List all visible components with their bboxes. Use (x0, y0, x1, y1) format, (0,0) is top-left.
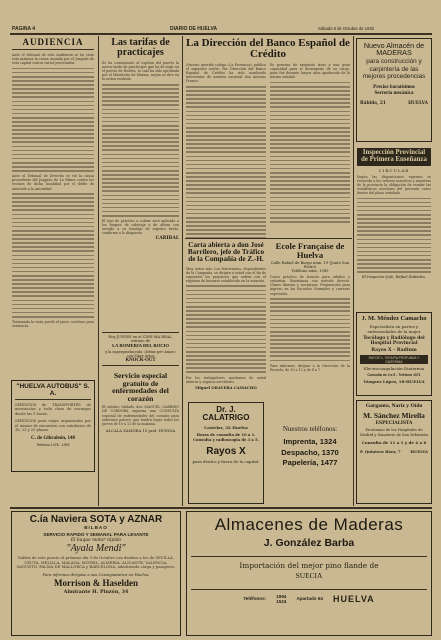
column-rule (353, 36, 354, 506)
mendez-ad (356, 312, 432, 396)
inspeccion-signature: El Inspector-Jefe, Rafael Rubiales. (361, 275, 427, 280)
banco-article (186, 38, 350, 242)
header-rule (10, 33, 432, 35)
sota-address: Almirante H. Pinzón, 34 (63, 588, 129, 595)
ecole-article (270, 242, 350, 372)
text-filler (270, 82, 350, 223)
gbarba-line-3: Importación del mejor pino flande de (191, 556, 427, 570)
sota-ship-name: "Ayala Mendi" (66, 543, 126, 554)
audiencia-title: AUDIENCIA (12, 38, 94, 50)
calatrigo-ad (188, 402, 264, 504)
mendez-title: J. M. Méndez Camacho (361, 315, 427, 322)
garganta-ad (356, 400, 432, 504)
tarifas-signature: CARIBAL (155, 236, 179, 242)
almacen-line-2: para construcción y carpintería de las mejores procedencias (362, 58, 426, 81)
gonzalez-barba-ad (186, 511, 432, 636)
page-number: PAGINA 4 (12, 26, 36, 32)
garganta-line-3: Consulta de 11 a 1 y de 4 a 6 (361, 440, 427, 446)
sota-body: Saldrá de este puerto el próximo día 9 de Octubre con destino a los de SEVILLA, CEUTA, MELILLA, MALAGA, MOTRIL, ALMERIA, ALICANTE, VALENCIA, SAGUNTO, PALMA DE MALLORCA y BARCELONA, admitiendo carga y pasajeros. (16, 555, 176, 570)
cinema-line-1: Hoy JUEVES en el CINE-MA REAL, estreno de (108, 335, 173, 343)
audiencia-body: Ante el Tribunal de Derecho se vió la causa procedente del Juzgado de La Palma contra los vecinos de dicha localidad por el delito de atentado a la Autoridad. (12, 174, 94, 191)
gbarba-line-4: SUECIA (295, 570, 323, 580)
calatrigo-hours: Horas de consulta de 10 a 1. Consulta y radioscopia de 3 a 5. (193, 433, 259, 442)
text-filler (357, 198, 431, 273)
gbarba-tel-1: 1994 (276, 593, 287, 599)
column-rule (182, 36, 183, 506)
mendez-line-6: Consulta de 2 a 5 - Teléfono 1071 (367, 373, 421, 378)
sota-title: C.ía Naviera SOTA y AZNAR (29, 514, 163, 525)
ecole-title: Ecole Française de Huelva (275, 241, 345, 260)
almacen-line-1: Nuevo Almacén de MADERAS (363, 41, 425, 58)
mendez-line-4: RAYOS X, TERAPIA PROFUNDA Y DIATERMIA (360, 355, 428, 364)
mendez-line-3: Rayos X - Radium (371, 348, 417, 354)
gbarba-apartado: Apartado 64 (296, 596, 323, 602)
newspaper-name: DIARIO DE HUELVA (170, 26, 218, 32)
audiencia-article (12, 38, 94, 328)
mendez-line-1: Especialista en partos y enfermedades de la mujer (367, 324, 421, 335)
audiencia-lead: Ante el tribunal de esta Audiencia se ha visto esta mañana la causa seguida por el Juzgado de esta capital contra varios procesados. (12, 53, 94, 66)
carta-title: Carta abierta a don José Barrilero, jefe de Tráfico de la Compañía de Z.-H. (187, 241, 265, 264)
carta-signature: Miguel GRAVERA CAMACHO (195, 384, 257, 390)
calatrigo-extra: para dentro y fuera de la capital. (192, 458, 260, 464)
servicio-article (102, 372, 179, 433)
tarifas-body-2: El tipo de práctico a cobrar será aplicado a los buques de cabotaje y de altura con arreglo a su tonelaje de registro bruto, conforme a lo dispuesto. (102, 219, 179, 236)
column-rule (98, 36, 99, 506)
audiencia-closing: Terminada la vista quedó el juicio concluso para sentencia. (12, 320, 94, 329)
tarifas-article (102, 38, 179, 241)
almacen-ad (356, 38, 432, 142)
sota-city: BILBAO (84, 525, 108, 530)
cinema-line-2: LA ROMERIA DEL ROCIO (112, 343, 169, 348)
servicio-title: Servicio especial gratuito de enfermedades del corazón (112, 371, 169, 403)
gbarba-tel-label: Teléfonos: (243, 596, 267, 602)
garganta-title: Garganta, Nariz y Oído (365, 403, 423, 409)
gbarba-city: HUELVA (333, 593, 375, 604)
text-filler (186, 86, 266, 239)
ecole-address: Calle Rafael de Burgo núm. 19 (Junto San Pedro) (270, 261, 350, 270)
sota-agent: Morrison & Haselden (54, 577, 138, 588)
garganta-line-1: ESPECIALISTA (375, 421, 413, 426)
garganta-line-2: Ex-alumno de los Hospitales de Madrid y Sanatorio de San Sebastián (360, 428, 429, 437)
telefono-papeleria: Papelería, 1477 (282, 458, 338, 468)
text-filler (12, 193, 94, 317)
garganta-address: P. Quintero Báez, 7 (360, 449, 401, 455)
inspeccion-sub: CIRCULAR (378, 167, 410, 173)
autobus-line-2: SERVICIOS para viajes organizados por el mismo de excursión con autobuses de 16, 23 y 25 plazas. (15, 419, 91, 433)
servicio-body: El médico titulado don MANUEL GARRIDO DE CORDOBA organiza una CONSULTA especial de enfermedades del corazón para enfermos pobres, que tendrá lugar todos los jueves de 10 a 12 de la mañana. (102, 405, 179, 426)
tarifas-title: Las tarifas de practicajes (111, 37, 170, 58)
carta-article (186, 242, 266, 390)
telefono-imprenta: Imprenta, 1324 (283, 437, 337, 446)
sota-line-2: El buque motor rápido (70, 538, 122, 543)
telefonos-box (270, 426, 350, 467)
issue-date: Sábado 8 de Octubre de 1932 (318, 26, 375, 31)
carta-body-2: Por los trabajadores quedamos de usted atentos y seguros servidores. (186, 375, 266, 384)
banco-title: La Dirección del Banco Español de Crédito (186, 37, 350, 60)
banco-body: Nuestro querido colega «La Provincia» publica el siguiente suelto: Por Dirección del Banco Español de Crédito ha sido nombrado interventor de nuestra sucursal don Antonio Franco. (186, 63, 266, 84)
autobus-phone: Teléfono 1478 - 1993 (36, 443, 70, 448)
telefono-despacho: Despacho, 1370 (281, 447, 339, 457)
almacen-city: HUELVA (408, 100, 428, 106)
text-filler (270, 298, 350, 361)
cinema-line-3: y la superproducción «Déme per Amor» con Mary Astor (105, 349, 176, 358)
carta-body: Muy señor mío: Los ferroviarios, dependientes de la Compañía, se dirigen a usted con el fin de exponerle los perjuicios que sufren con el régimen de horarios establecido en la estación. (186, 266, 266, 283)
mendez-line-2: Tocólogo y Radiólogo del Hospital Provincial (363, 336, 425, 347)
almacen-address: Rábida, 21 (360, 100, 386, 106)
servicio-address: ALCALA ZAMORA 15 pral. HUELVA (105, 427, 176, 433)
text-filler (102, 84, 179, 217)
inspeccion-body: Según las disposiciones vigentes se recuerda a los señores maestros y maestras de la provincia la obligación de remitir las estadísticas escolares del presente curso dentro del plazo señalado. (357, 174, 431, 195)
inspeccion-title: Inspección Provincial de Primera Enseñanza (357, 148, 431, 166)
cinema-line-4: KNOCK-OUT (125, 357, 156, 363)
gbarba-tel-2: 1524 (276, 598, 287, 604)
calatrigo-title: Dr. J. CALATRIGO (202, 405, 250, 422)
inspeccion-article (357, 148, 431, 279)
huelva-autobus-ad (11, 380, 95, 472)
telefonos-title: Nuestros teléfonos: (282, 425, 338, 433)
calatrigo-rayos: Rayos X (206, 445, 246, 457)
garganta-city: HUELVA (410, 449, 428, 455)
almacen-line-3: Precios baratísimos (373, 84, 415, 90)
almacen-line-4: Serrería mecánica (374, 90, 414, 96)
mendez-address: Vázquez López, 18-HUELVA (363, 379, 425, 385)
ecole-body-2: Para informes, diríjase a la Dirección de la Escuela, de 10 a 12 y de 4 a 7. (270, 363, 350, 372)
gbarba-line-1: Almacenes de Maderas (214, 515, 404, 534)
autobus-address: C. de Gibraleón, 148 (30, 436, 76, 442)
tarifas-body: Se ha comunicado al capitán del puerto la nueva tarifa de practicajes que ha de regir en el puerto de Huelva, la cual ha sido aprobada por el Ministerio de Marina, según se dice en la orden recibida. (102, 61, 179, 82)
bottom-rule (10, 507, 432, 509)
text-filler (186, 285, 266, 373)
ecole-body: Curso práctico de francés para adultos y señoritas. Enseñanza con método directo. Clases diurnas y nocturnas. Preparación para ingreso en las Escuelas Normales y carreras especiales. (270, 275, 350, 296)
sota-line-1: SERVICIO RAPIDO Y SEMANAL PARA LEVANTE (43, 532, 149, 537)
sota-note: Para informes dirígase a sus Consignatarios en Huelva: (42, 571, 150, 577)
autobus-title: "HUELVA AUTOBUS" S. A. (15, 384, 91, 400)
ecole-phone: Teléfono núm. 1589 (291, 269, 329, 274)
sota-aznar-ad (11, 511, 181, 636)
cinema-notice (102, 332, 179, 366)
garganta-name: M. Sánchez Mirella (363, 410, 425, 420)
section-rule (185, 238, 352, 239)
banco-body-2: Es persona de exquisito trato y una gran capacidad para el desempeño de su cargo, pues fué durante largos años apoderado de la misma entidad. (270, 63, 350, 80)
mendez-line-5: Electrocoagulación-Diatermia (363, 366, 425, 372)
gbarba-line-2: J. González Barba (263, 537, 355, 549)
autobus-line-1: SERVICIOS de TRANSPORTES de mercancías y toda clase de encargos desde las 9 horas. (15, 403, 91, 416)
calatrigo-address: Castelar, 32 Huelva (204, 425, 248, 430)
text-filler (12, 68, 94, 172)
